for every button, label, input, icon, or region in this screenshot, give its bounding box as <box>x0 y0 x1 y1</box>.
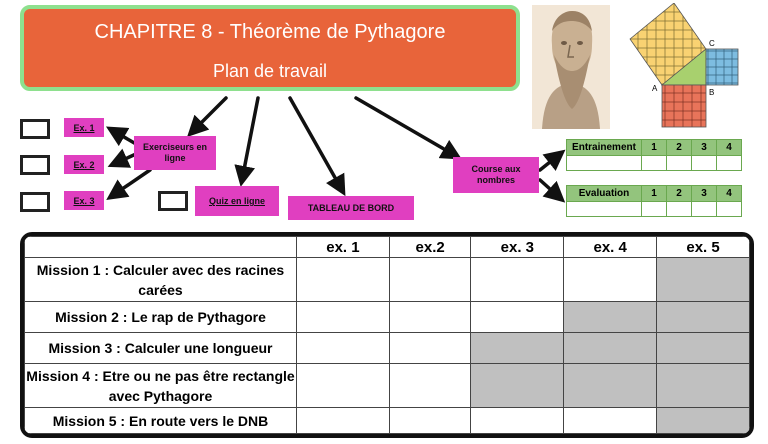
entrainement-cell[interactable] <box>642 156 667 171</box>
mission-cell-disabled <box>471 364 564 408</box>
mission-cell[interactable] <box>389 408 471 434</box>
mission-cell[interactable] <box>389 302 471 333</box>
ex3-link[interactable] <box>64 191 104 210</box>
mission-cell[interactable] <box>564 408 657 434</box>
mission-cell[interactable] <box>297 258 390 302</box>
missions-col-header: ex. 3 <box>471 237 564 258</box>
ex2-link[interactable] <box>64 155 104 174</box>
mission-cell-disabled <box>564 302 657 333</box>
course-aux-nombres-node <box>453 157 539 193</box>
mission-row <box>25 408 750 434</box>
missions-table <box>24 236 750 434</box>
quiz-link[interactable] <box>195 186 279 216</box>
mission-cell[interactable] <box>389 333 471 364</box>
checkbox-quiz[interactable] <box>158 191 188 211</box>
evaluation-table <box>566 185 742 217</box>
mission-cell[interactable] <box>471 258 564 302</box>
ex3-link-label[interactable]: Ex. 3 <box>73 195 95 206</box>
chapter-title: CHAPITRE 8 - Théorème de Pythagore <box>94 21 446 43</box>
mission-cell-disabled <box>564 333 657 364</box>
chapter-subtitle: Plan de travail <box>212 61 328 81</box>
mission-cell-disabled <box>471 333 564 364</box>
mission-label: Mission 5 : En route vers le DNB <box>25 408 297 434</box>
evaluation-col: 2 <box>667 186 692 202</box>
mission-row <box>25 302 750 333</box>
mission-cell-disabled <box>657 302 750 333</box>
exerciseurs-label: Exerciseurs en ligne <box>142 142 208 163</box>
evaluation-cell[interactable] <box>642 202 667 217</box>
ex2-link-label[interactable]: Ex. 2 <box>73 159 95 170</box>
mission-cell[interactable] <box>471 302 564 333</box>
course-aux-nombres-label: Course aux nombres <box>471 164 521 185</box>
entrainement-cell[interactable] <box>717 156 742 171</box>
ex1-link[interactable] <box>64 118 104 137</box>
evaluation-cell[interactable] <box>667 202 692 217</box>
evaluation-col: 3 <box>692 186 717 202</box>
mission-label: Mission 2 : Le rap de Pythagore <box>25 302 297 333</box>
missions-col-header: ex. 4 <box>564 237 657 258</box>
entrainement-col: 2 <box>667 140 692 156</box>
entrainement-label: Entrainement <box>567 140 642 156</box>
entrainement-cell[interactable] <box>567 156 642 171</box>
vertex-a-label: A <box>652 84 658 93</box>
mission-cell-disabled <box>657 364 750 408</box>
mission-row <box>25 258 750 302</box>
mission-cell[interactable] <box>297 408 390 434</box>
evaluation-label: Evaluation <box>567 186 642 202</box>
mission-cell-disabled <box>564 364 657 408</box>
missions-col-header: ex.2 <box>389 237 471 258</box>
vertex-b-label: B <box>709 88 715 97</box>
evaluation-cell[interactable] <box>692 202 717 217</box>
entrainement-col: 4 <box>717 140 742 156</box>
missions-header-empty <box>25 237 297 258</box>
mission-cell[interactable] <box>471 408 564 434</box>
evaluation-cell[interactable] <box>567 202 642 217</box>
ex1-link-label[interactable]: Ex. 1 <box>73 122 95 133</box>
mission-label: Mission 1 : Calculer avec des racines carées <box>25 258 297 302</box>
checkbox-ex1[interactable] <box>20 119 50 139</box>
vertex-c-label: C <box>709 39 715 48</box>
mission-cell[interactable] <box>389 364 471 408</box>
missions-header-row <box>25 237 750 258</box>
exerciseurs-node <box>134 136 216 170</box>
mission-cell-disabled <box>657 258 750 302</box>
checkbox-ex3[interactable] <box>20 192 50 212</box>
mission-row <box>25 333 750 364</box>
missions-col-header: ex. 1 <box>297 237 390 258</box>
tableau-de-bord-node <box>288 196 414 220</box>
entrainement-col: 3 <box>692 140 717 156</box>
evaluation-col: 1 <box>642 186 667 202</box>
mission-cell[interactable] <box>297 333 390 364</box>
tableau-de-bord-label: TABLEAU DE BORD <box>307 203 395 213</box>
mission-cell[interactable] <box>297 302 390 333</box>
missions-table-frame <box>20 232 754 438</box>
mission-cell[interactable] <box>297 364 390 408</box>
entrainement-table <box>566 139 742 171</box>
entrainement-col: 1 <box>642 140 667 156</box>
mission-cell[interactable] <box>564 258 657 302</box>
entrainement-cell[interactable] <box>692 156 717 171</box>
mission-label: Mission 3 : Calculer une longueur <box>25 333 297 364</box>
mission-cell[interactable] <box>389 258 471 302</box>
entrainement-cell[interactable] <box>667 156 692 171</box>
evaluation-cell[interactable] <box>717 202 742 217</box>
mission-row <box>25 364 750 408</box>
checkbox-ex2[interactable] <box>20 155 50 175</box>
missions-col-header: ex. 5 <box>657 237 750 258</box>
evaluation-col: 4 <box>717 186 742 202</box>
quiz-link-label[interactable]: Quiz en ligne <box>208 196 265 206</box>
mission-cell-disabled <box>657 408 750 434</box>
mission-cell-disabled <box>657 333 750 364</box>
mission-label: Mission 4 : Etre ou ne pas être rectangle avec Pythagore <box>25 364 297 408</box>
